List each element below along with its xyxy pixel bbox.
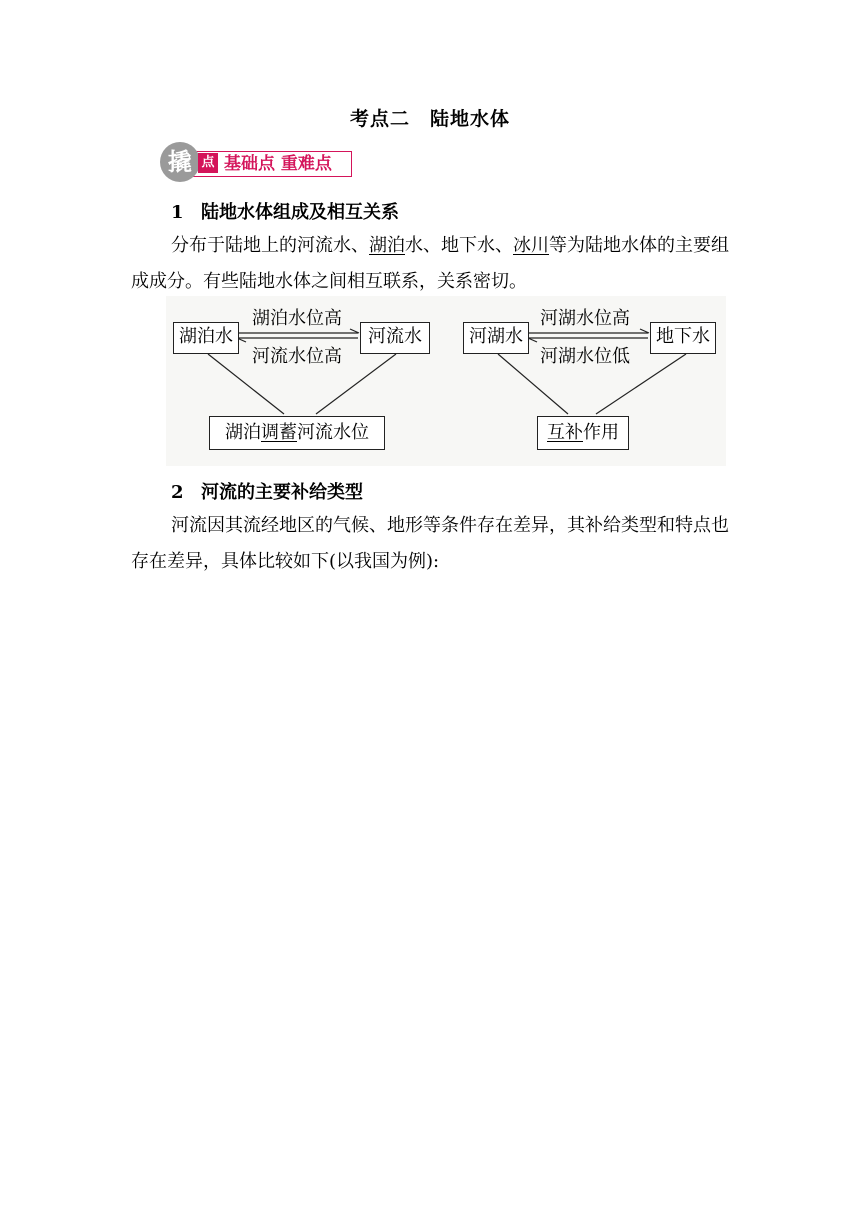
badge-label: 基础点 重难点 xyxy=(224,154,332,174)
section1-text-a: 分布于陆地上的河流水、 xyxy=(171,235,369,256)
section2-heading xyxy=(171,478,363,504)
box-river-lake-water: 河湖水 xyxy=(463,322,529,354)
section2-heading-text: 河流的主要补给类型 xyxy=(201,482,363,503)
text-effect: 作用 xyxy=(583,422,619,443)
section1-heading-text: 陆地水体组成及相互关系 xyxy=(201,202,399,223)
section2-number: 2 xyxy=(171,482,184,503)
text-regulate-underlined: 调蓄 xyxy=(261,422,297,443)
section1-heading xyxy=(171,198,399,224)
box-lake-water: 湖泊水 xyxy=(173,322,239,354)
section1-number: 1 xyxy=(171,202,184,223)
text-mutual-underlined: 互补 xyxy=(547,422,583,443)
label-river-level-high: 河流水位高 xyxy=(252,346,342,367)
water-relationship-diagram xyxy=(166,296,726,466)
badge-dian-tag: 点 xyxy=(198,153,218,173)
section1-underline-lake: 湖泊 xyxy=(369,235,405,256)
section1-paragraph xyxy=(131,228,731,300)
label-lake-level-high: 湖泊水位高 xyxy=(252,308,342,329)
text-lake: 湖泊 xyxy=(225,422,261,443)
section1-underline-glacier: 冰川 xyxy=(513,235,549,256)
section1-text-c: 等为陆地水体的主要组成成分。有些陆地水体之间相互联系，关系密切。 xyxy=(131,235,729,292)
label-riverlake-level-low: 河湖水位低 xyxy=(540,346,630,367)
box-groundwater: 地下水 xyxy=(650,322,716,354)
label-riverlake-level-high: 河湖水位高 xyxy=(540,308,630,329)
text-river-level: 河流水位 xyxy=(297,422,369,443)
box-river-water: 河流水 xyxy=(360,322,430,354)
section2-paragraph: 河流因其流经地区的气候、地形等条件存在差异，其补给类型和特点也存在差异，具体比较如下(以我国为例): xyxy=(131,515,729,572)
section-badge xyxy=(160,140,360,186)
box-mutual-supplement xyxy=(537,416,629,450)
badge-icon: 撬 xyxy=(160,142,200,182)
section1-text-b: 水、地下水、 xyxy=(405,235,513,256)
box-lake-regulates-river xyxy=(209,416,385,450)
page-title: 考点二 陆地水体 xyxy=(349,108,510,130)
